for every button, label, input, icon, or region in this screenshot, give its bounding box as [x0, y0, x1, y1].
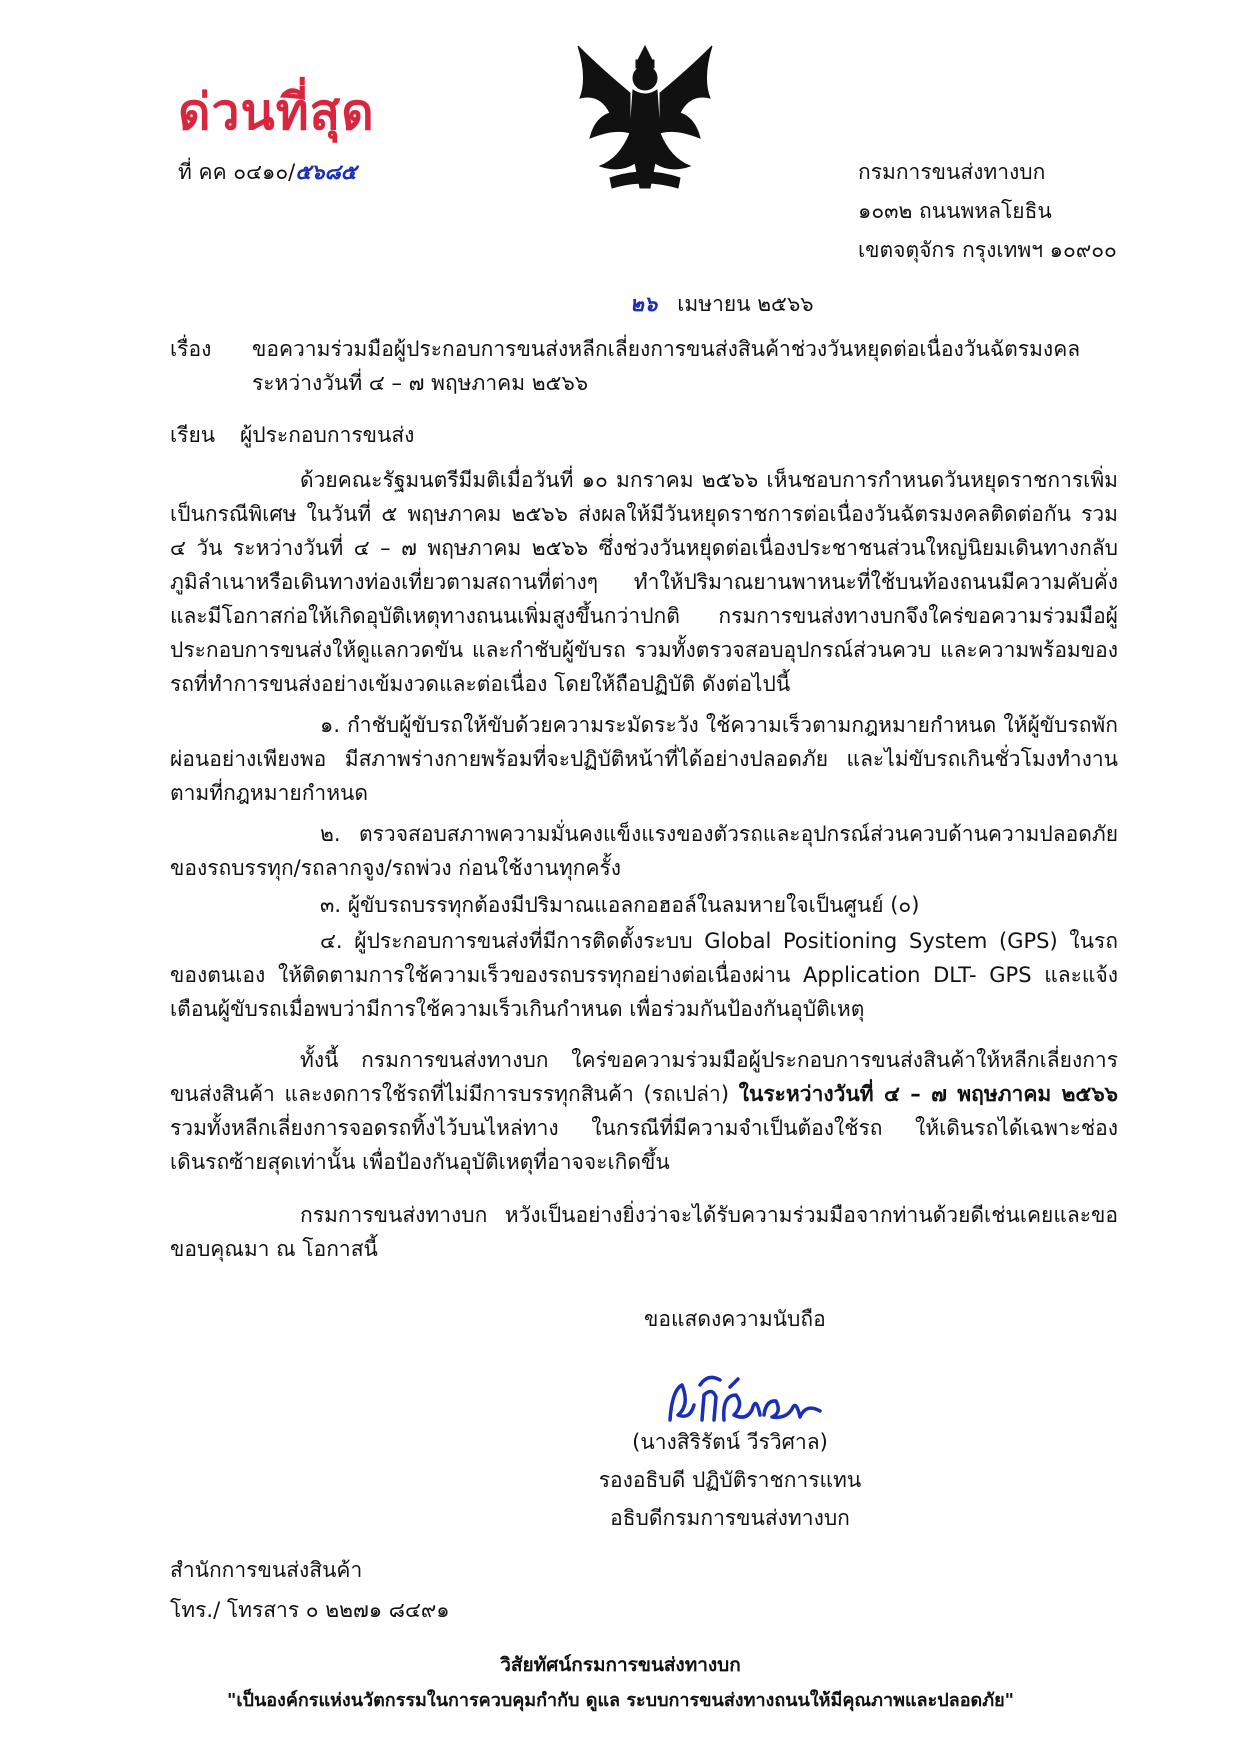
- addressee-label: เรียน: [170, 423, 216, 447]
- office-name: สำนักการขนส่งสินค้า: [170, 1558, 363, 1582]
- reference-number: [178, 155, 357, 189]
- subject-line-1: ขอความร่วมมือผู้ประกอบการขนส่งหลีกเลี่ยงการขนส่งสินค้าช่วงวันหยุดต่อเนื่องวันฉัตรมงคล: [252, 337, 1081, 361]
- subject-text: [252, 332, 1122, 400]
- date-month-year: เมษายน ๒๕๖๖: [677, 292, 814, 316]
- reference-handwritten-number: ๕๖๘๕: [295, 160, 357, 184]
- body-item-3: ๓. ผู้ขับรถบรรทุกต้องมีปริมาณแอลกอฮอล์ในลมหายใจเป็นศูนย์ (๐): [320, 893, 920, 917]
- body-paragraph-2: [170, 1043, 1118, 1179]
- agency-street: ๑๐๓๒ ถนนพหลโยธิน: [858, 199, 1052, 223]
- body-item-4: ๔. ผู้ประกอบการขนส่งที่มีการติดตั้งระบบ Global Positioning System (GPS) ในรถของตนเอง ให้ติดตามการใช้ความเร็วของรถบรรทุกอย่างต่อเนื่องผ่าน Application DLT- GPS และแจ้งเตือนผู้ขับรถเมื่อพบว่ามีการใช้ความเร็วเกินกำหนด เพื่อร่วมกันป้องกันอุบัติเหตุ: [170, 929, 1118, 1021]
- body-paragraph-1: ด้วยคณะรัฐมนตรีมีมติเมื่อวันที่ ๑๐ มกราคม ๒๕๖๖ เห็นชอบการกำหนดวันหยุดราชการเพิ่มเป็นกรณีพิเศษ ในวันที่ ๕ พฤษภาคม ๒๕๖๖ ส่งผลให้มีวันหยุดราชการต่อเนื่องวันฉัตรมงคลติดต่อกัน รวม ๔ วัน ระหว่างวันที่ ๔ – ๗ พฤษภาคม ๒๕๖๖ ซึ่งช่วงวันหยุดต่อเนื่องประชาชนส่วนใหญ่นิยมเดินทางกลับภูมิลำเนาหรือเดินทางท่องเที่ยวตามสถานที่ต่างๆ ทำให้ปริมาณยานพาหนะที่ใช้บนท้องถนนมีความคับคั่งและมีโอกาสก่อให้เกิดอุบัติเหตุทางถนนเพิ่มสูงขึ้นกว่าปกติ กรมการขนส่งทางบกจึงใคร่ขอความร่วมมือผู้ประกอบการขนส่งให้ดูแลกวดขัน และกำชับผู้ขับรถ รวมทั้งตรวจสอบอุปกรณ์ส่วนควบ และความพร้อมของรถที่ทำการขนส่งอย่างเข้มงวดและต่อเนื่อง โดยให้ถือปฏิบัติ ดังต่อไปนี้: [170, 468, 1118, 696]
- closing-phrase: ขอแสดงความนับถือ: [644, 1307, 826, 1331]
- letter-date: [630, 287, 814, 321]
- agency-name: กรมการขนส่งทางบก: [858, 160, 1046, 184]
- reference-prefix: ที่ คค ๐๔๑๐/: [178, 160, 296, 184]
- body-item-2: ๒. ตรวจสอบสภาพความมั่นคงแข็งแรงของตัวรถและอุปกรณ์ส่วนควบด้านความปลอดภัยของรถบรรทุก/รถลากจูง/รถพ่วง ก่อนใช้งานทุกครั้ง: [170, 822, 1118, 880]
- body-item-1: ๑. กำชับผู้ขับรถให้ขับด้วยความระมัดระวัง ใช้ความเร็วตามกฎหมายกำหนด ให้ผู้ขับรถพักผ่อนอย่างเพียงพอ มีสภาพร่างกายพร้อมที่จะปฏิบัติหน้าที่ได้อย่างปลอดภัย และไม่ขับรถเกินชั่วโมงทำงานตามที่กฎหมายกำหนด: [170, 713, 1118, 805]
- signatory-name: (นางสิริรัตน์ วีรวิศาล): [632, 1430, 828, 1454]
- body-paragraph-3: กรมการขนส่งทางบก หวังเป็นอย่างยิ่งว่าจะได้รับความร่วมมือจากท่านด้วยดีเช่นเคยและขอขอบคุณมา ณ โอกาสนี้: [170, 1203, 1118, 1261]
- paragraph-2-end: รวมทั้งหลีกเลี่ยงการจอดรถทิ้งไว้บนไหล่ทาง ในกรณีที่มีความจำเป็นต้องใช้รถ ให้เดินรถได้เฉพาะช่องเดินรถซ้ายสุดเท่านั้น เพื่อป้องกันอุบัติเหตุที่อาจจะเกิดขึ้น: [170, 1116, 1118, 1174]
- signatory-title: อธิบดีกรมการขนส่งทางบก: [610, 1506, 850, 1530]
- subject-line-2: ระหว่างวันที่ ๔ – ๗ พฤษภาคม ๒๕๖๖: [252, 371, 589, 395]
- addressee-value: ผู้ประกอบการขนส่ง: [240, 423, 415, 447]
- vision-title: วิสัยทัศน์กรมการขนส่งทางบก: [500, 1654, 741, 1676]
- vision-statement: "เป็นองค์กรแห่งนวัตกรรมในการควบคุมกำกับ ดูแล ระบบการขนส่งทางถนนให้มีคุณภาพและปลอดภัย": [226, 1690, 1015, 1711]
- date-day-handwritten: ๒๖: [630, 292, 658, 316]
- paragraph-2-date-range: ในระหว่างวันที่ ๔ – ๗ พฤษภาคม ๒๕๖๖: [738, 1082, 1118, 1106]
- agency-district: เขตจตุจักร กรุงเทพฯ ๑๐๙๐๐: [858, 238, 1117, 262]
- garuda-emblem-icon: [570, 38, 720, 196]
- paragraph-2-start: ทั้งนี้ กรมการขนส่งทางบก ใคร่ขอความร่วมมือผู้ประกอบการขนส่งสินค้าให้หลีกเลี่ยงการขนส่งสินค้า และงดการใช้รถที่ไม่มีการบรรทุกสินค้า (รถเปล่า): [170, 1048, 1118, 1106]
- office-phone: โทร./ โทรสาร ๐ ๒๒๗๑ ๘๔๙๑: [170, 1598, 450, 1622]
- subject-label: เรื่อง: [170, 337, 212, 361]
- signatory-position: รองอธิบดี ปฏิบัติราชการแทน: [598, 1468, 862, 1492]
- urgency-stamp: ด่วนที่สุด: [178, 82, 375, 141]
